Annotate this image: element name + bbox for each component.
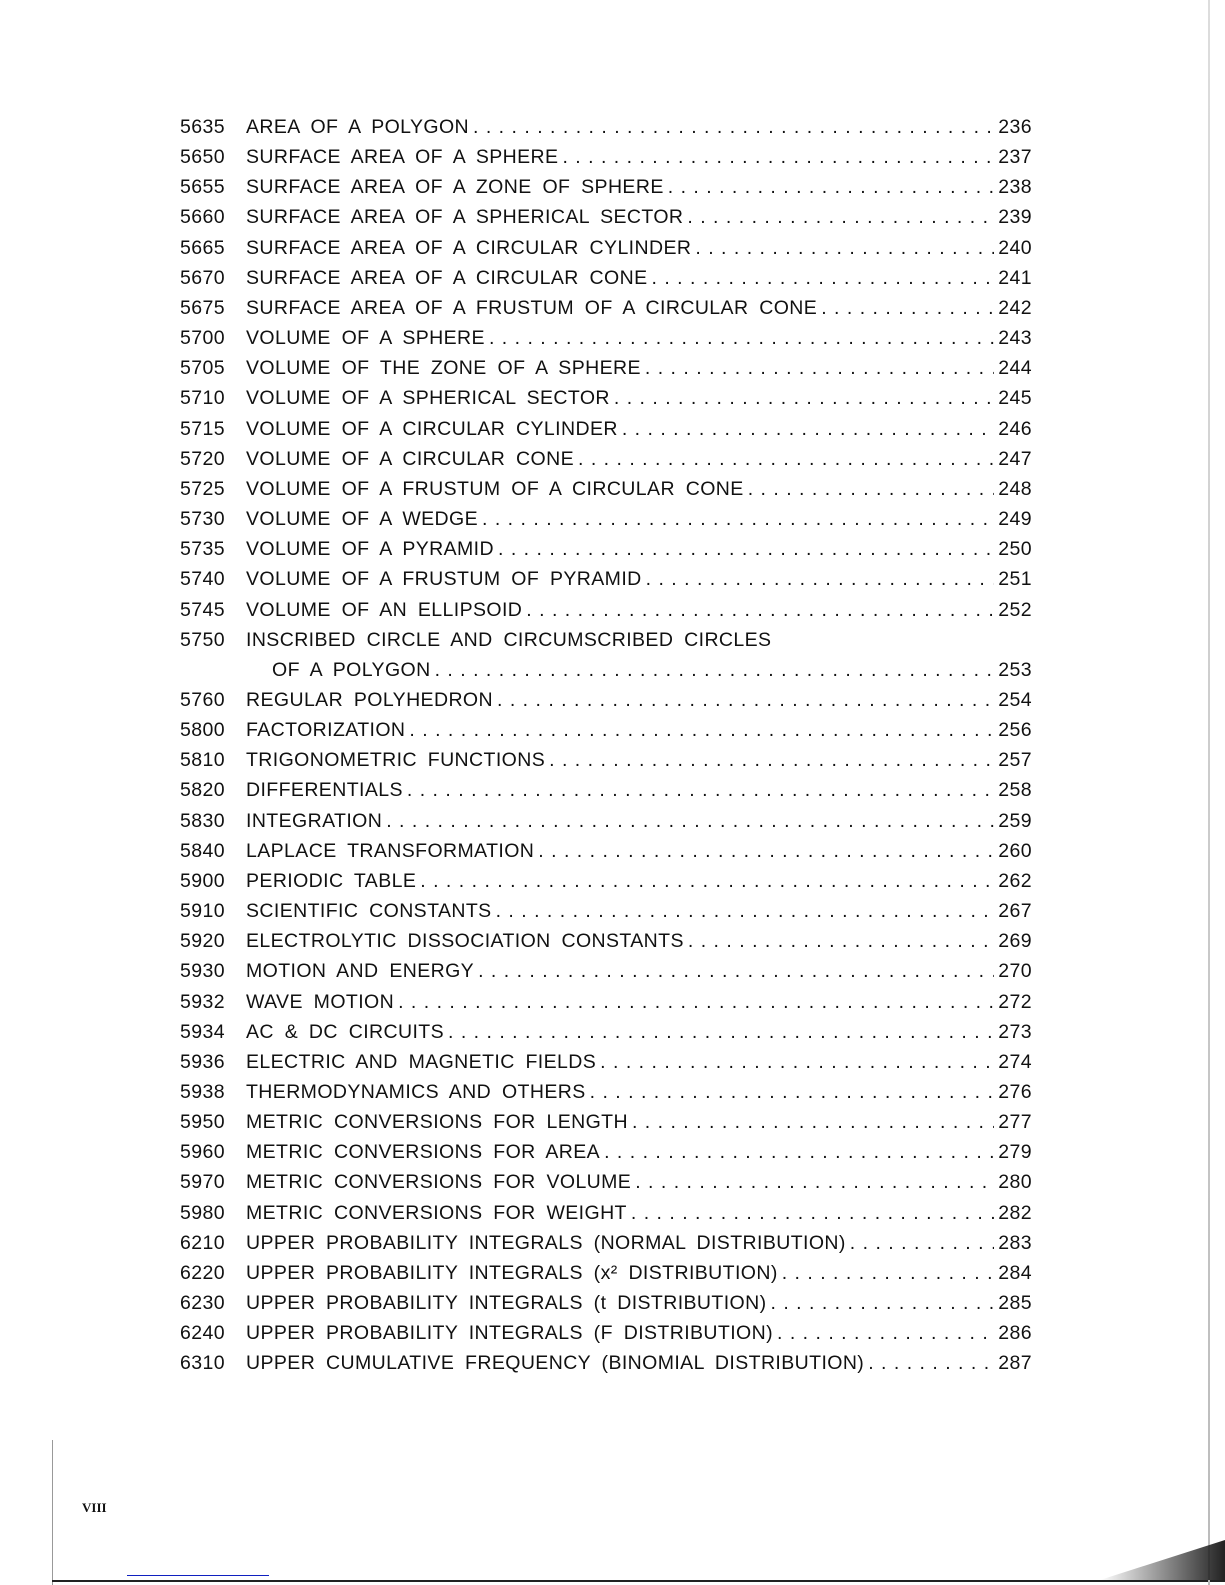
toc-entry [180,142,1032,172]
dot-leader [435,655,995,685]
entry-number: 6220 [180,1261,225,1284]
entry-page: 236 [998,116,1032,138]
entry-title: DIFFERENTIALS [246,779,403,802]
entry-title: ELECTRIC AND MAGNETIC FIELDS [246,1050,597,1073]
toc-entry [180,1017,1032,1047]
entry-number: 5910 [180,900,225,923]
dot-leader [695,233,994,263]
entry-number: 5670 [180,266,225,289]
toc-entry [180,1228,1032,1258]
entry-number: 5936 [180,1050,225,1073]
entry-page: 277 [998,1111,1032,1134]
toc-entry [180,775,1032,805]
dot-leader [409,715,994,745]
dot-leader [688,926,994,956]
entry-number: 5700 [180,327,225,350]
entry-page: 252 [998,598,1032,621]
entry-page: 259 [998,809,1032,832]
entry-title: SURFACE AREA OF A SPHERICAL SECTOR [246,206,684,229]
entry-number: 6310 [180,1352,225,1375]
toc-entry [180,353,1032,383]
entry-page: 279 [998,1141,1032,1164]
dot-leader [821,293,994,323]
dot-leader [614,383,994,413]
entry-title: SCIENTIFIC CONSTANTS [246,900,492,923]
dot-leader [549,745,994,775]
entry-number: 5760 [180,688,225,711]
toc-entry [180,1137,1032,1167]
dot-leader [632,1107,994,1137]
scan-edge-left [52,1440,53,1585]
entry-number: 5665 [180,236,225,259]
toc-entry [180,745,1032,775]
scan-edge-right [1208,0,1210,1585]
entry-page: 274 [998,1050,1032,1073]
entry-page: 270 [998,960,1032,983]
entry-number: 5735 [180,538,225,561]
entry-page: 257 [998,749,1032,772]
toc-entry [180,685,1032,715]
scan-edge-bottom [52,1580,1225,1582]
entry-number: 5950 [180,1111,225,1134]
entry-title: SURFACE AREA OF A SPHERE [246,146,559,169]
entry-number: 5655 [180,176,225,199]
dot-leader [398,987,994,1017]
toc-entry [180,926,1032,956]
entry-title: VOLUME OF A PYRAMID [246,538,494,561]
entry-number: 6240 [180,1322,225,1345]
toc-entry [180,383,1032,413]
entry-page: 244 [998,357,1032,380]
toc-entry [180,504,1032,534]
scan-shadow [1100,1540,1225,1580]
toc-entry [180,836,1032,866]
entry-page: 251 [998,568,1032,591]
entry-title: SURFACE AREA OF A FRUSTUM OF A CIRCULAR CONE [246,296,818,319]
toc-entry [180,112,1032,142]
entry-title: UPPER PROBABILITY INTEGRALS (NORMAL DISTRIBUTION) [246,1231,846,1254]
entry-page: 250 [998,538,1032,561]
entry-title: SURFACE AREA OF A CIRCULAR CYLINDER [246,236,692,259]
entry-number: 5932 [180,990,225,1013]
entry-page: 237 [998,146,1032,169]
entry-number: 5840 [180,839,225,862]
entry-number: 5720 [180,447,225,470]
dot-leader [497,685,994,715]
entry-page: 248 [998,477,1032,500]
dot-leader [635,1167,994,1197]
entry-number: 5934 [180,1020,225,1043]
dot-leader [578,444,994,474]
entry-title: METRIC CONVERSIONS FOR AREA [246,1141,601,1164]
entry-number: 5675 [180,296,225,319]
page-folio: VIII [82,1500,107,1515]
entry-title: UPPER PROBABILITY INTEGRALS (x² DISTRIBUTION) [246,1261,778,1284]
toc-entry [180,715,1032,745]
entry-page: 282 [998,1201,1032,1224]
entry-title: UPPER PROBABILITY INTEGRALS (F DISTRIBUTION) [246,1322,773,1345]
entry-page: 267 [998,900,1032,923]
dot-leader [622,414,994,444]
toc-entry [180,1167,1032,1197]
entry-number: 5960 [180,1141,225,1164]
entry-title: INTEGRATION [246,809,383,832]
dot-leader [645,353,994,383]
dot-leader [646,564,995,594]
entry-page: 284 [998,1261,1032,1284]
entry-number: 5800 [180,719,225,742]
entry-page: 253 [998,658,1032,681]
entry-page: 247 [998,447,1032,470]
entry-page: 283 [998,1231,1032,1254]
dot-leader [386,806,994,836]
entry-title: VOLUME OF A FRUSTUM OF PYRAMID [246,568,642,591]
dot-leader [473,112,994,142]
dot-leader [687,202,994,232]
entry-number: 5970 [180,1171,225,1194]
toc-entry [180,202,1032,232]
entry-page: 258 [998,779,1032,802]
dot-leader [489,323,994,353]
entry-page: 256 [998,719,1032,742]
entry-title: FACTORIZATION [246,719,406,742]
entry-page: 269 [998,930,1032,953]
toc-entry [180,595,1032,625]
toc-entry [180,263,1032,293]
dot-leader [748,474,995,504]
entry-title: VOLUME OF THE ZONE OF A SPHERE [246,357,641,380]
entry-page: 249 [998,508,1032,531]
entry-page: 245 [998,387,1032,410]
toc-entry [180,172,1032,202]
entry-page: 260 [998,839,1032,862]
entry-number: 6210 [180,1231,225,1254]
entry-page: 276 [998,1081,1032,1103]
dot-leader [496,896,995,926]
toc-entry [180,444,1032,474]
entry-page: 254 [998,688,1032,711]
entry-title: VOLUME OF AN ELLIPSOID [246,598,523,621]
entry-title: UPPER CUMULATIVE FREQUENCY (BINOMIAL DISTRIBUTION) [246,1352,865,1375]
dot-leader [782,1258,995,1288]
entry-number: 5715 [180,417,225,440]
entry-page: 243 [998,327,1032,350]
dot-leader [600,1047,994,1077]
dot-leader [478,956,994,986]
toc-entry [180,1348,1032,1378]
toc-entry [180,564,1032,594]
toc-entry [180,534,1032,564]
entry-number: 5650 [180,146,225,169]
entry-number: 5745 [180,598,225,621]
entry-title: VOLUME OF A WEDGE [246,508,479,531]
entry-number: 5830 [180,809,225,832]
dot-leader [562,142,994,172]
toc-entry [180,474,1032,504]
toc-entry [180,1198,1032,1228]
dot-leader [407,775,994,805]
toc-entry [180,1077,1032,1107]
toc-entry [180,1107,1032,1137]
entry-number: 5730 [180,508,225,531]
entry-number: 6230 [180,1292,225,1315]
dot-leader [777,1318,994,1348]
entry-number: 5920 [180,930,225,953]
dot-leader [590,1077,995,1107]
entry-number: 5725 [180,477,225,500]
entry-page: 242 [998,296,1032,319]
entry-page: 286 [998,1322,1032,1345]
scan-artifact-line [127,1575,269,1576]
dot-leader [868,1348,994,1378]
entry-title: TRIGONOMETRIC FUNCTIONS [246,749,546,772]
entry-page: 239 [998,206,1032,229]
entry-number: 5740 [180,568,225,591]
toc-entry-continuation [180,655,1032,685]
entry-title-continuation: OF A POLYGON [272,658,431,681]
dot-leader [526,595,994,625]
entry-title: AC & DC CIRCUITS [246,1020,444,1043]
toc-entry [180,323,1032,353]
entry-page: 280 [998,1171,1032,1194]
entry-title: METRIC CONVERSIONS FOR VOLUME [246,1171,632,1194]
toc-entry [180,293,1032,323]
entry-number: 5750 [180,628,225,651]
entry-number: 5980 [180,1201,225,1224]
dot-leader [498,534,994,564]
entry-title: UPPER PROBABILITY INTEGRALS (t DISTRIBUTION) [246,1292,767,1315]
toc-entry [180,896,1032,926]
toc-entry [180,866,1032,896]
toc-entry [180,414,1032,444]
toc-entry [180,956,1032,986]
entry-title: MOTION AND ENERGY [246,960,475,983]
toc-entry [180,806,1032,836]
dot-leader [631,1198,994,1228]
entry-page: 241 [998,266,1032,289]
entry-title: VOLUME OF A SPHERE [246,327,485,350]
dot-leader [652,263,995,293]
entry-page: 287 [998,1352,1032,1375]
entry-number: 5710 [180,387,225,410]
toc-entry [180,625,1032,655]
entry-title: PERIODIC TABLE [246,869,417,892]
table-of-contents [180,112,1032,1379]
entry-title: REGULAR POLYHEDRON [246,688,493,711]
dot-leader [538,836,994,866]
entry-number: 5820 [180,779,225,802]
dot-leader [420,866,994,896]
entry-page: 262 [998,869,1032,892]
dot-leader [482,504,994,534]
dot-leader [771,1288,995,1318]
entry-page: 238 [998,176,1032,199]
entry-title: VOLUME OF A CIRCULAR CONE [246,447,574,470]
dot-leader [850,1228,994,1258]
entry-title: VOLUME OF A SPHERICAL SECTOR [246,387,610,410]
entry-title: METRIC CONVERSIONS FOR LENGTH [246,1111,628,1134]
dot-leader [668,172,995,202]
dot-leader [448,1017,994,1047]
entry-title: ELECTROLYTIC DISSOCIATION CONSTANTS [246,930,684,953]
toc-entry [180,1288,1032,1318]
entry-number: 5938 [180,1081,225,1103]
entry-page: 272 [998,990,1032,1013]
entry-title: LAPLACE TRANSFORMATION [246,839,535,862]
entry-page: 273 [998,1020,1032,1043]
toc-entry [180,1258,1032,1288]
toc-entry [180,1318,1032,1348]
toc-entry [180,1047,1032,1077]
entry-number: 5705 [180,357,225,380]
entry-title: WAVE MOTION [246,990,395,1013]
entry-number: 5660 [180,206,225,229]
entry-title: THERMODYNAMICS AND OTHERS [246,1081,586,1103]
entry-title: INSCRIBED CIRCLE AND CIRCUMSCRIBED CIRCLES [246,628,772,651]
entry-title: SURFACE AREA OF A ZONE OF SPHERE [246,176,664,199]
entry-page: 246 [998,417,1032,440]
entry-title: SURFACE AREA OF A CIRCULAR CONE [246,266,648,289]
entry-page: 285 [998,1292,1032,1315]
entry-title: VOLUME OF A FRUSTUM OF A CIRCULAR CONE [246,477,744,500]
entry-page: 240 [998,236,1032,259]
entry-number: 5900 [180,869,225,892]
toc-entry [180,987,1032,1017]
entry-title: AREA OF A POLYGON [246,116,470,138]
entry-number: 5930 [180,960,225,983]
entry-number: 5810 [180,749,225,772]
entry-number: 5635 [180,116,225,138]
entry-title: METRIC CONVERSIONS FOR WEIGHT [246,1201,627,1224]
entry-title: VOLUME OF A CIRCULAR CYLINDER [246,417,618,440]
toc-entry [180,233,1032,263]
dot-leader [604,1137,994,1167]
